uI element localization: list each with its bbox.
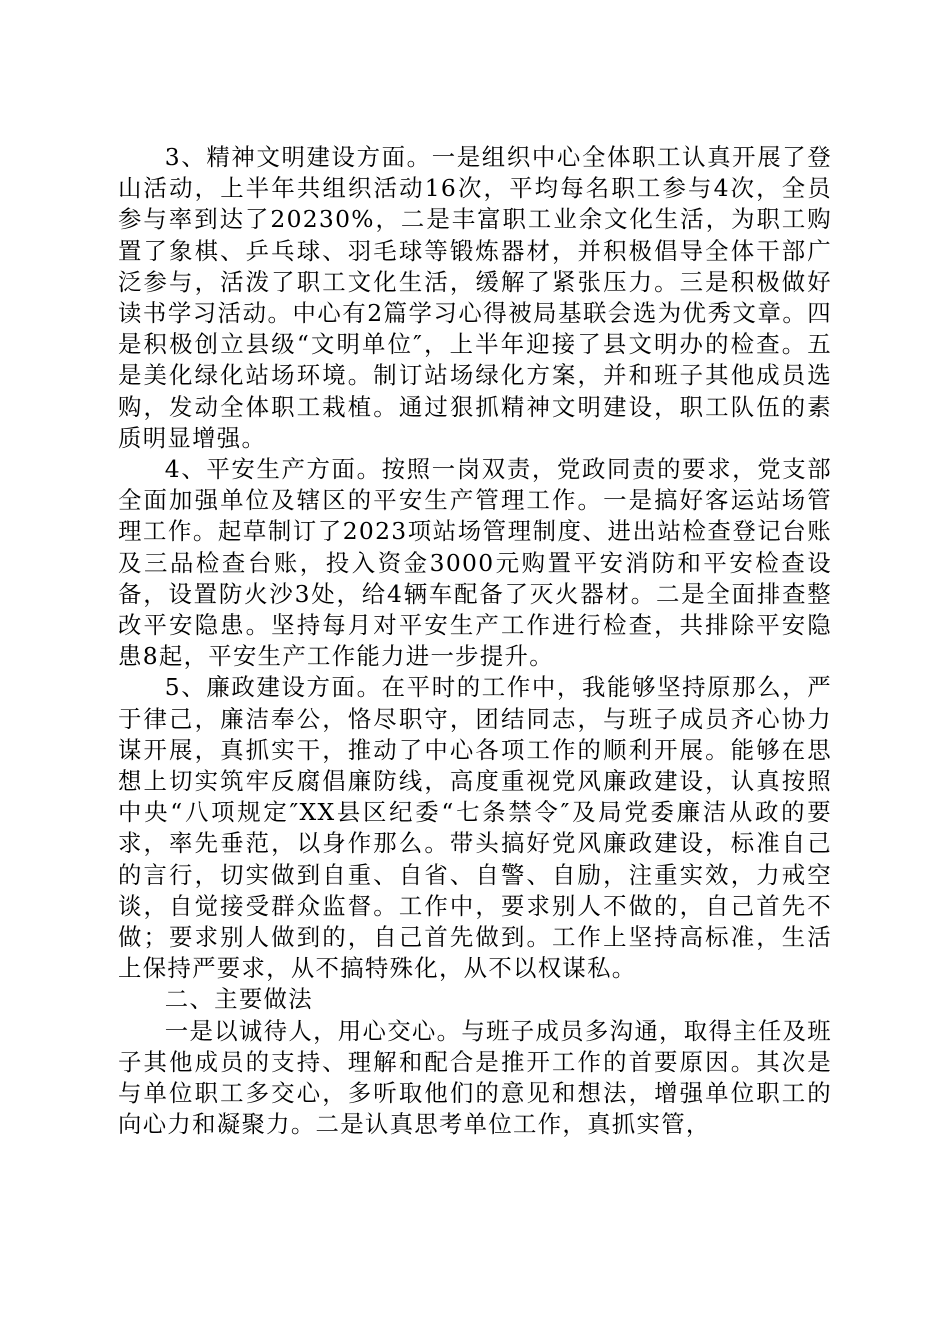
- paragraph-sincerity: 一是以诚待人，用心交心。与班子成员多沟通，取得主任及班子其他成员的支持、理解和配合是推开工作的首要原因。其次是与单位职工多交心，多听取他们的意见和想法，增强单位职工的向心力和凝聚力。二是认真思考单位工作，真抓实管，: [118, 1016, 832, 1139]
- paragraph-safety-production: 4、平安生产方面。按照一岗双责，党政同责的要求，党支部全面加强单位及辖区的平安生产管理工作。一是搞好客运站场管理工作。起草制订了2023项站场管理制度、进出站检查登记台账及三品检查台账，投入资金3000元购置平安消防和平安检查设备，设置防火沙3处，给4辆车配备了灭火器材。二是全面排查整改平安隐患。坚持每月对平安生产工作进行检查，共排除平安隐患8起，平安生产工作能力进一步提升。: [118, 455, 832, 671]
- paragraph-spiritual-civilization: 3、精神文明建设方面。一是组织中心全体职工认真开展了登山活动，上半年共组织活动16次，平均每名职工参与4次，全员参与率到达了20230%，二是丰富职工业余文化生活，为职工购置了象棋、乒乓球、羽毛球等锻炼器材，并积极倡导全体干部广泛参与，活泼了职工文化生活，缓解了紧张压力。三是积极做好读书学习活动。中心有2篇学习心得被局基联会选为优秀文章。四是积极创立县级“文明单位″，上半年迎接了县文明办的检查。五是美化绿化站场环境。制订站场绿化方案，并和班子其他成员选购，发动全体职工栽植。通过狠抓精神文明建设，职工队伍的素质明显增强。: [118, 143, 832, 452]
- paragraph-clean-governance: 5、廉政建设方面。在平时的工作中，我能够坚持原那么，严于律己，廉洁奉公，恪尽职守，团结同志，与班子成员齐心协力谋开展，真抓实干，推动了中心各项工作的顺利开展。能够在思想上切实筑牢反腐倡廉防线，高度重视党风廉政建设，认真按照中央“八项规定″XX县区纪委“七条禁令″及局党委廉洁从政的要求，率先垂范，以身作那么。带头搞好党风廉政建设，标准自己的言行，切实做到自重、自省、自警、自励，注重实效，力戒空谈，自觉接受群众监督。工作中，要求别人不做的，自己首先不做；要求别人做到的，自己首先做到。工作上坚持高标准，生活上保持严要求，从不搞特殊化，从不以权谋私。: [118, 673, 832, 983]
- section-heading-main-practices: 二、主要做法: [164, 985, 313, 1014]
- document-page: [118, 142, 832, 1141]
